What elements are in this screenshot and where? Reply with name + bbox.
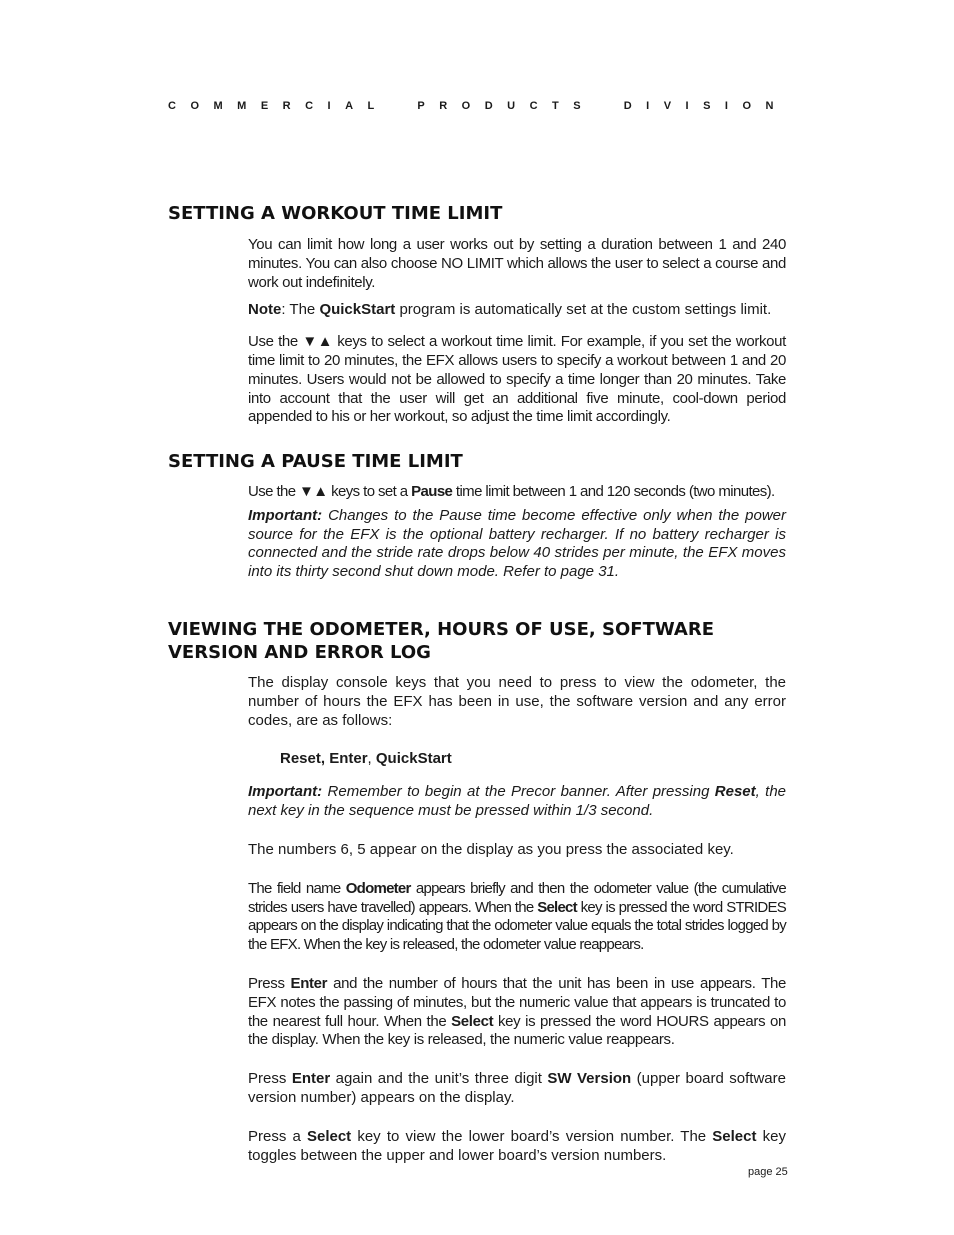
text-run: , the next key in the sequence must be pressed within 1/3 second.	[248, 783, 787, 820]
text-run: key to view the lower board’s version number. The	[351, 1127, 713, 1145]
paragraph: The display console keys that you need to press to view the odometer, the number of hours the EFX has been in use, the software version and any error codes, are as follows:	[248, 674, 786, 729]
text-run: appears briefly and then the odometer value (the cumulative strides users have travelled) appears. When the	[248, 879, 786, 916]
text-run: Press	[248, 974, 291, 992]
heading-line: VIEWING THE ODOMETER, HOURS OF USE, SOFTWARE	[168, 619, 715, 640]
text-run: Press	[248, 1070, 292, 1088]
text-run: key is pressed the word HOURS appears on the display. When the key is released, the numeric value reappears.	[248, 1012, 786, 1049]
text-run: The field name	[248, 879, 346, 897]
section-heading-odometer	[168, 618, 714, 664]
text-run: again and the unit’s three digit	[330, 1070, 548, 1088]
important-label: Important:	[248, 783, 323, 801]
section-body-pause-time-limit	[248, 483, 786, 582]
running-head-word: PRODUCTS	[417, 100, 596, 112]
enter-term: Enter	[291, 1070, 331, 1088]
running-head	[168, 100, 788, 112]
select-paragraph	[248, 1128, 786, 1166]
select-term: Select	[306, 1127, 352, 1145]
sw-version-paragraph	[248, 1070, 786, 1108]
sw-version-term: SW Version	[547, 1070, 632, 1088]
reset-term: Reset	[714, 783, 756, 801]
odometer-term: Odometer	[345, 879, 411, 897]
important-label: Important:	[248, 506, 323, 524]
text-run: Remember to begin at the Precor banner. After pressing	[322, 783, 715, 801]
quickstart-term: QuickStart	[319, 301, 396, 319]
section-body-workout-time-limit	[248, 236, 786, 427]
running-head-word: COMMERCIAL	[168, 100, 389, 112]
key-names: Reset, Enter	[280, 750, 368, 768]
text-run: key is pressed the word STRIDES appears on the display indicating that the odometer value equals the total strides logged by the EFX. When the key is released, the odometer value reappears.	[248, 898, 786, 954]
heading-line: VERSION AND ERROR LOG	[168, 642, 431, 663]
text-run: Use the ▼▲ keys to set a	[248, 483, 412, 500]
section-heading-workout-time-limit: SETTING A WORKOUT TIME LIMIT	[168, 203, 503, 224]
text-run: Changes to the Pause time become effective only when the power source for the EFX is the optional battery recharger. If no battery recharger is connected and the stride rate drops below 40 strides per minute, the EFX moves into its thirty second shut down mode. Refer to page 31.	[248, 506, 786, 581]
note-label: Note	[248, 301, 282, 319]
separator: ,	[367, 750, 376, 768]
note-text: program is automatically set at the custom settings limit.	[395, 301, 772, 319]
text-run: Press a	[248, 1127, 307, 1145]
hours-paragraph	[248, 975, 786, 1050]
section-body-odometer	[248, 674, 786, 1165]
paragraph: You can limit how long a user works out by setting a duration between 1 and 240 minutes. You can also choose NO LIMIT which allows the user to select a course and work out indefinitely.	[248, 236, 786, 291]
text-run: and the number of hours that the unit has been in use appears. The EFX notes the passing of minutes, but the numeric value that appears is truncated to the nearest full hour. When the	[248, 974, 786, 1030]
note-paragraph	[248, 301, 786, 320]
text-run: time limit between 1 and 120 seconds (two minutes).	[452, 483, 775, 500]
section-heading-pause-time-limit: SETTING A PAUSE TIME LIMIT	[168, 451, 463, 472]
paragraph: Use the ▼▲ keys to select a workout time limit. For example, if you set the workout time limit to 20 minutes, the EFX allows users to specify a workout between 1 and 20 minutes. Users would not be allowed to specify a time longer than 20 minutes. Take into account that the user will get an additional five minute, cool-down period appended to his or her workout, so adjust the time limit accordingly.	[248, 333, 786, 426]
select-term: Select	[451, 1012, 494, 1030]
paragraph: The numbers 6, 5 appear on the display as you press the associated key.	[248, 840, 734, 858]
text-run: (upper board software version number) appears on the display.	[248, 1070, 786, 1106]
odometer-paragraph	[248, 880, 786, 955]
important-paragraph	[248, 783, 786, 821]
page-number: page 25	[748, 1166, 788, 1178]
important-paragraph	[248, 507, 786, 582]
note-text: : The	[281, 301, 320, 319]
key-name: QuickStart	[375, 750, 452, 768]
text-run: key toggles between the upper and lower board’s version numbers.	[248, 1127, 786, 1164]
select-term: Select	[712, 1127, 757, 1145]
select-term: Select	[537, 898, 577, 916]
running-head-word: DIVISION	[623, 100, 788, 112]
paragraph	[248, 483, 786, 502]
pause-term: Pause	[411, 483, 453, 500]
key-sequence	[280, 750, 786, 767]
enter-term: Enter	[290, 974, 328, 992]
